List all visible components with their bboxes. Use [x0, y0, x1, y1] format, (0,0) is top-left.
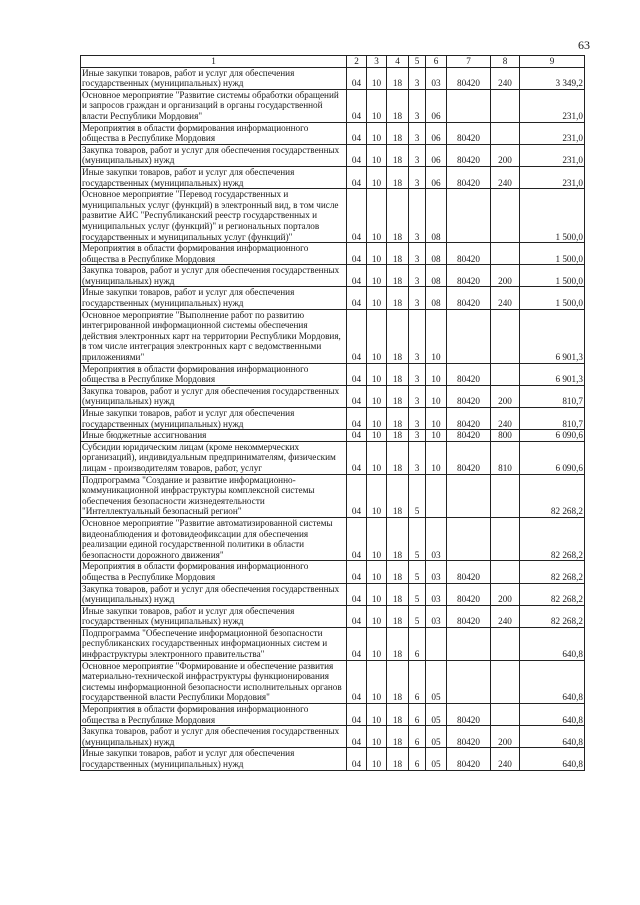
direction-code: 80420: [447, 166, 491, 188]
amount: 231,0: [520, 144, 585, 166]
program-code: 18: [387, 627, 409, 660]
expense-type-code: 240: [491, 166, 520, 188]
section-code: 04: [347, 122, 367, 144]
subsection-code: 10: [367, 748, 387, 770]
expense-type-code: [491, 561, 520, 583]
section-code: 04: [347, 704, 367, 726]
expense-type-code: 240: [491, 605, 520, 627]
row-name: Мероприятия в области формирования информационного общества в Республике Мордовия: [81, 363, 347, 385]
column-header: 2: [347, 56, 367, 68]
subprogram-code: 6: [409, 748, 426, 770]
program-code: 18: [387, 243, 409, 265]
direction-code: 80420: [447, 726, 491, 748]
row-name: Иные закупки товаров, работ и услуг для обеспечения государственных (муниципальных) нужд: [81, 605, 347, 627]
direction-code: [447, 189, 491, 243]
expense-type-code: [491, 189, 520, 243]
event-code: 05: [426, 660, 447, 703]
column-header: 9: [520, 56, 585, 68]
program-code: 18: [387, 189, 409, 243]
expense-type-code: [491, 122, 520, 144]
direction-code: [447, 627, 491, 660]
program-code: 18: [387, 408, 409, 430]
header-row: [81, 56, 585, 68]
subsection-code: 10: [367, 385, 387, 407]
row-name: Иные бюджетные ассигнования: [81, 430, 347, 442]
column-header: 8: [491, 56, 520, 68]
amount: 640,8: [520, 660, 585, 703]
amount: 640,8: [520, 748, 585, 770]
expense-type-code: [491, 243, 520, 265]
section-code: 04: [347, 309, 367, 363]
table-row: [81, 583, 585, 605]
direction-code: 80420: [447, 122, 491, 144]
direction-code: 80420: [447, 704, 491, 726]
subsection-code: 10: [367, 408, 387, 430]
table-row: [81, 144, 585, 166]
program-code: 18: [387, 726, 409, 748]
table-row: [81, 605, 585, 627]
row-name: Иные закупки товаров, работ и услуг для обеспечения государственных (муниципальных) нужд: [81, 166, 347, 188]
expense-type-code: [491, 660, 520, 703]
subprogram-code: 3: [409, 265, 426, 287]
section-code: 04: [347, 517, 367, 560]
direction-code: 80420: [447, 243, 491, 265]
table-row: [81, 265, 585, 287]
subsection-code: 10: [367, 243, 387, 265]
subprogram-code: 3: [409, 385, 426, 407]
table-row: [81, 660, 585, 703]
direction-code: 80420: [447, 363, 491, 385]
subsection-code: 10: [367, 287, 387, 309]
program-code: 18: [387, 309, 409, 363]
subsection-code: 10: [367, 561, 387, 583]
program-code: 18: [387, 122, 409, 144]
amount: 82 268,2: [520, 605, 585, 627]
program-code: 18: [387, 474, 409, 517]
event-code: 06: [426, 166, 447, 188]
program-code: 18: [387, 166, 409, 188]
subsection-code: 10: [367, 704, 387, 726]
amount: 82 268,2: [520, 474, 585, 517]
subsection-code: 10: [367, 89, 387, 122]
program-code: 18: [387, 748, 409, 770]
row-name: Подпрограмма "Создание и развитие информационно-коммуникационной инфраструктуры комплексной системы обеспечения безопасности жизнедеятельности "Интеллектуальный безопасный регион": [81, 474, 347, 517]
row-name: Основное мероприятие "Перевод государственных и муниципальных услуг (функций) в электронный вид, в том числе развитие АИС "Республиканский реестр государственных и муниципальных услуг (функций)" и региональных порталов государственных и муниципальных услуг (функций)": [81, 189, 347, 243]
amount: 6 901,3: [520, 309, 585, 363]
section-code: 04: [347, 67, 367, 89]
direction-code: 80420: [447, 67, 491, 89]
section-code: 04: [347, 474, 367, 517]
subprogram-code: 3: [409, 67, 426, 89]
section-code: 04: [347, 660, 367, 703]
event-code: 10: [426, 430, 447, 442]
direction-code: 80420: [447, 561, 491, 583]
event-code: 03: [426, 561, 447, 583]
row-name: Иные закупки товаров, работ и услуг для обеспечения государственных (муниципальных) нужд: [81, 67, 347, 89]
table-row: [81, 561, 585, 583]
table-row: [81, 243, 585, 265]
column-header: 4: [387, 56, 409, 68]
page-number: 63: [578, 38, 590, 52]
row-name: Основное мероприятие "Развитие автоматизированной системы видеонаблюдения и фотовидеофиксации для обеспечения реализации единой государственной политики в области безопасности дорожного движения": [81, 517, 347, 560]
row-name: Подпрограмма "Обеспечение информационной безопасности республиканских государственных информационных систем и инфраструктуры электронного правительства": [81, 627, 347, 660]
subsection-code: 10: [367, 144, 387, 166]
direction-code: 80420: [447, 748, 491, 770]
section-code: 04: [347, 363, 367, 385]
event-code: 06: [426, 89, 447, 122]
section-code: 04: [347, 243, 367, 265]
table-body: [81, 67, 585, 770]
row-name: Закупка товаров, работ и услуг для обеспечения государственных (муниципальных) нужд: [81, 583, 347, 605]
subsection-code: 10: [367, 605, 387, 627]
amount: 3 349,2: [520, 67, 585, 89]
row-name: Основное мероприятие "Формирование и обеспечение развития материально-технической инфраструктуры функционирования системы информационной безопасности исполнительных органов государственной власти Республики Мордовия": [81, 660, 347, 703]
expense-type-code: [491, 627, 520, 660]
subprogram-code: 3: [409, 441, 426, 474]
expense-type-code: [491, 704, 520, 726]
direction-code: [447, 89, 491, 122]
program-code: 18: [387, 441, 409, 474]
column-header: 3: [367, 56, 387, 68]
event-code: 03: [426, 583, 447, 605]
table-row: [81, 408, 585, 430]
section-code: 04: [347, 265, 367, 287]
direction-code: 80420: [447, 430, 491, 442]
amount: 6 901,3: [520, 363, 585, 385]
direction-code: [447, 660, 491, 703]
row-name: Закупка товаров, работ и услуг для обеспечения государственных (муниципальных) нужд: [81, 265, 347, 287]
row-name: Иные закупки товаров, работ и услуг для обеспечения государственных (муниципальных) нужд: [81, 408, 347, 430]
budget-table: [80, 55, 585, 771]
expense-type-code: 200: [491, 265, 520, 287]
expense-type-code: 200: [491, 144, 520, 166]
subsection-code: 10: [367, 122, 387, 144]
direction-code: [447, 474, 491, 517]
subprogram-code: 6: [409, 627, 426, 660]
direction-code: [447, 517, 491, 560]
subsection-code: 10: [367, 166, 387, 188]
row-name: Основное мероприятие "Развитие системы обработки обращений и запросов граждан и организаций в органы государственной власти Республики Мордовия": [81, 89, 347, 122]
expense-type-code: 240: [491, 748, 520, 770]
program-code: 18: [387, 660, 409, 703]
section-code: 04: [347, 441, 367, 474]
column-header: 1: [81, 56, 347, 68]
subprogram-code: 3: [409, 287, 426, 309]
event-code: [426, 474, 447, 517]
event-code: 10: [426, 408, 447, 430]
row-name: Субсидии юридическим лицам (кроме некоммерческих организаций), индивидуальным предпринимателям, физическим лицам - производителям товаров, работ, услуг: [81, 441, 347, 474]
table-row: [81, 287, 585, 309]
subsection-code: 10: [367, 474, 387, 517]
event-code: 10: [426, 441, 447, 474]
row-name: Основное мероприятие "Выполнение работ по развитию интегрированной информационной системы обеспечения действия электронных карт на территории Республики Мордовия, в том числе интеграция электронных карт с ведомственными приложениями": [81, 309, 347, 363]
row-name: Мероприятия в области формирования информационного общества в Республике Мордовия: [81, 122, 347, 144]
program-code: 18: [387, 605, 409, 627]
amount: 1 500,0: [520, 243, 585, 265]
subprogram-code: 6: [409, 704, 426, 726]
section-code: 04: [347, 385, 367, 407]
expense-type-code: [491, 474, 520, 517]
section-code: 04: [347, 726, 367, 748]
section-code: 04: [347, 605, 367, 627]
program-code: 18: [387, 363, 409, 385]
program-code: 18: [387, 385, 409, 407]
amount: 640,8: [520, 627, 585, 660]
row-name: Мероприятия в области формирования информационного общества в Республике Мордовия: [81, 704, 347, 726]
subprogram-code: 3: [409, 243, 426, 265]
row-name: Закупка товаров, работ и услуг для обеспечения государственных (муниципальных) нужд: [81, 726, 347, 748]
row-name: Закупка товаров, работ и услуг для обеспечения государственных (муниципальных) нужд: [81, 144, 347, 166]
expense-type-code: [491, 309, 520, 363]
section-code: 04: [347, 561, 367, 583]
expense-type-code: 800: [491, 430, 520, 442]
subprogram-code: 3: [409, 144, 426, 166]
event-code: 08: [426, 243, 447, 265]
subsection-code: 10: [367, 309, 387, 363]
section-code: 04: [347, 408, 367, 430]
event-code: 06: [426, 122, 447, 144]
amount: 640,8: [520, 726, 585, 748]
amount: 1 500,0: [520, 265, 585, 287]
amount: 810,7: [520, 385, 585, 407]
table-row: [81, 726, 585, 748]
direction-code: 80420: [447, 265, 491, 287]
amount: 6 090,6: [520, 430, 585, 442]
table-row: [81, 189, 585, 243]
expense-type-code: 200: [491, 583, 520, 605]
program-code: 18: [387, 67, 409, 89]
program-code: 18: [387, 287, 409, 309]
table-row: [81, 166, 585, 188]
amount: 231,0: [520, 89, 585, 122]
subprogram-code: 3: [409, 89, 426, 122]
event-code: 08: [426, 189, 447, 243]
event-code: 03: [426, 517, 447, 560]
table-row: [81, 309, 585, 363]
event-code: 10: [426, 309, 447, 363]
table-row: [81, 67, 585, 89]
row-name: Закупка товаров, работ и услуг для обеспечения государственных (муниципальных) нужд: [81, 385, 347, 407]
direction-code: 80420: [447, 385, 491, 407]
event-code: 10: [426, 385, 447, 407]
column-header: 7: [447, 56, 491, 68]
program-code: 18: [387, 265, 409, 287]
table-row: [81, 704, 585, 726]
table-row: [81, 474, 585, 517]
subprogram-code: 3: [409, 166, 426, 188]
section-code: 04: [347, 748, 367, 770]
section-code: 04: [347, 144, 367, 166]
subsection-code: 10: [367, 430, 387, 442]
section-code: 04: [347, 287, 367, 309]
table-row: [81, 385, 585, 407]
expense-type-code: 240: [491, 67, 520, 89]
amount: 231,0: [520, 122, 585, 144]
direction-code: 80420: [447, 408, 491, 430]
subprogram-code: 6: [409, 660, 426, 703]
event-code: 03: [426, 605, 447, 627]
program-code: 18: [387, 89, 409, 122]
row-name: Иные закупки товаров, работ и услуг для обеспечения государственных (муниципальных) нужд: [81, 748, 347, 770]
amount: 82 268,2: [520, 561, 585, 583]
subprogram-code: 5: [409, 583, 426, 605]
event-code: 06: [426, 144, 447, 166]
program-code: 18: [387, 144, 409, 166]
subsection-code: 10: [367, 583, 387, 605]
subsection-code: 10: [367, 265, 387, 287]
subsection-code: 10: [367, 517, 387, 560]
program-code: 18: [387, 583, 409, 605]
row-name: Мероприятия в области формирования информационного общества в Республике Мордовия: [81, 561, 347, 583]
expense-type-code: [491, 517, 520, 560]
subprogram-code: 5: [409, 561, 426, 583]
section-code: 04: [347, 189, 367, 243]
table-row: [81, 517, 585, 560]
amount: 810,7: [520, 408, 585, 430]
event-code: [426, 627, 447, 660]
direction-code: 80420: [447, 441, 491, 474]
subprogram-code: 3: [409, 408, 426, 430]
subsection-code: 10: [367, 441, 387, 474]
amount: 82 268,2: [520, 583, 585, 605]
event-code: 08: [426, 287, 447, 309]
program-code: 18: [387, 430, 409, 442]
section-code: 04: [347, 627, 367, 660]
section-code: 04: [347, 583, 367, 605]
subprogram-code: 3: [409, 430, 426, 442]
table-row: [81, 89, 585, 122]
subsection-code: 10: [367, 67, 387, 89]
subprogram-code: 3: [409, 363, 426, 385]
table-row: [81, 627, 585, 660]
section-code: 04: [347, 430, 367, 442]
section-code: 04: [347, 89, 367, 122]
program-code: 18: [387, 561, 409, 583]
amount: 231,0: [520, 166, 585, 188]
expense-type-code: 810: [491, 441, 520, 474]
expense-type-code: 240: [491, 287, 520, 309]
direction-code: [447, 309, 491, 363]
subsection-code: 10: [367, 726, 387, 748]
subprogram-code: 3: [409, 309, 426, 363]
event-code: 08: [426, 265, 447, 287]
direction-code: 80420: [447, 583, 491, 605]
event-code: 05: [426, 704, 447, 726]
section-code: 04: [347, 166, 367, 188]
subprogram-code: 3: [409, 189, 426, 243]
amount: 640,8: [520, 704, 585, 726]
subprogram-code: 5: [409, 605, 426, 627]
direction-code: 80420: [447, 287, 491, 309]
table-row: [81, 430, 585, 442]
table-row: [81, 363, 585, 385]
subsection-code: 10: [367, 363, 387, 385]
program-code: 18: [387, 704, 409, 726]
expense-type-code: 240: [491, 408, 520, 430]
table-row: [81, 122, 585, 144]
event-code: 03: [426, 67, 447, 89]
expense-type-code: 200: [491, 726, 520, 748]
direction-code: 80420: [447, 144, 491, 166]
program-code: 18: [387, 517, 409, 560]
row-name: Иные закупки товаров, работ и услуг для обеспечения государственных (муниципальных) нужд: [81, 287, 347, 309]
subsection-code: 10: [367, 627, 387, 660]
expense-type-code: [491, 363, 520, 385]
expense-type-code: 200: [491, 385, 520, 407]
amount: 6 090,6: [520, 441, 585, 474]
table-row: [81, 441, 585, 474]
column-header: 6: [426, 56, 447, 68]
event-code: 10: [426, 363, 447, 385]
subprogram-code: 5: [409, 517, 426, 560]
amount: 1 500,0: [520, 189, 585, 243]
direction-code: 80420: [447, 605, 491, 627]
amount: 1 500,0: [520, 287, 585, 309]
table-row: [81, 748, 585, 770]
subprogram-code: 6: [409, 726, 426, 748]
event-code: 05: [426, 726, 447, 748]
row-name: Мероприятия в области формирования информационного общества в Республике Мордовия: [81, 243, 347, 265]
subprogram-code: 5: [409, 474, 426, 517]
column-header: 5: [409, 56, 426, 68]
expense-type-code: [491, 89, 520, 122]
subprogram-code: 3: [409, 122, 426, 144]
subsection-code: 10: [367, 189, 387, 243]
event-code: 05: [426, 748, 447, 770]
subsection-code: 10: [367, 660, 387, 703]
amount: 82 268,2: [520, 517, 585, 560]
